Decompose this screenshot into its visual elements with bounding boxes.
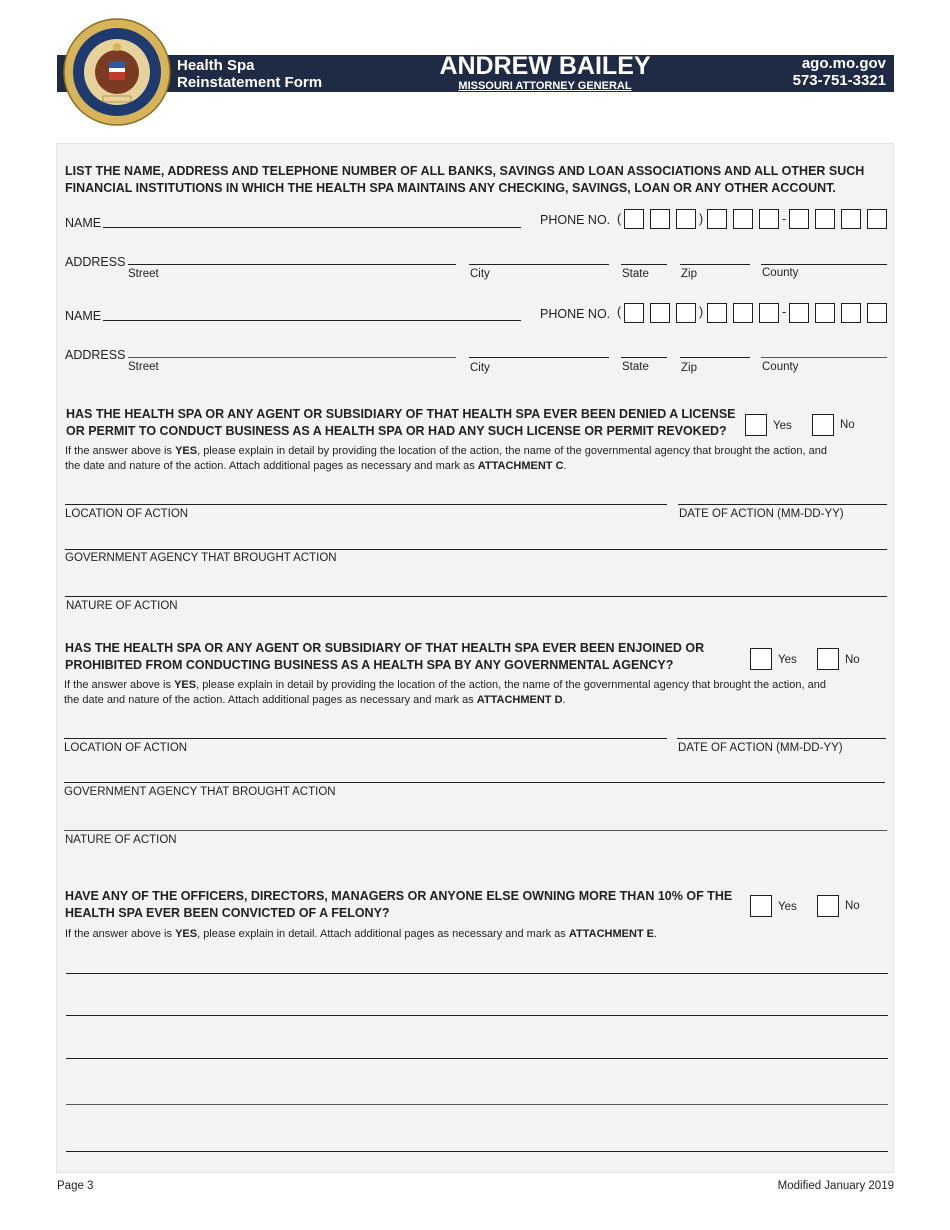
bank1-county-field[interactable]	[761, 264, 887, 265]
enjoined-note-period: .	[562, 694, 566, 706]
enjoined-location-field[interactable]	[64, 738, 667, 739]
bank2-state-field[interactable]	[621, 357, 667, 358]
bank2-phone-digit[interactable]	[759, 303, 779, 323]
bank2-name-field[interactable]	[103, 320, 521, 321]
felony-instructions	[65, 927, 657, 942]
license-note-mid: , please explain in detail by providing the location of the action, the name of the governmental agency that brought the action, and	[197, 445, 827, 457]
felony-note-yes: YES	[175, 928, 198, 940]
license-date-field[interactable]	[678, 504, 887, 505]
bank1-phone-label: PHONE NO.	[540, 213, 611, 227]
official-name: ANDREW BAILEY	[439, 52, 651, 80]
bank1-zip-field[interactable]	[680, 264, 750, 265]
bank2-phone-label: PHONE NO.	[540, 307, 611, 321]
bank1-address-label: ADDRESS	[65, 255, 126, 269]
phone-number: 573-751-3321	[792, 72, 886, 89]
enjoined-no-label: No	[845, 654, 860, 666]
enjoined-question	[65, 640, 704, 674]
bank1-state-label: State	[622, 268, 649, 280]
bank1-phone-digit[interactable]	[676, 209, 696, 229]
bank2-phone-digit[interactable]	[624, 303, 644, 323]
bank1-phone-digit[interactable]	[841, 209, 861, 229]
enjoined-note-mid: , please explain in detail by providing the location of the action, the name of the governmental agency that brought the action, and	[196, 679, 826, 691]
enjoined-yes-checkbox[interactable]	[750, 648, 772, 670]
license-note-line2: the date and nature of the action. Attach additional pages as necessary and mark as	[65, 460, 478, 472]
bank2-address-label: ADDRESS	[65, 348, 126, 362]
license-question-line2: OR PERMIT TO CONDUCT BUSINESS AS A HEALTH SPA OR HAD ANY SUCH LICENSE OR PERMIT REVOKED?	[66, 424, 727, 438]
license-attachment: ATTACHMENT C	[477, 460, 564, 472]
bank1-name-field[interactable]	[103, 227, 521, 228]
enjoined-attachment: ATTACHMENT D	[476, 694, 563, 706]
license-location-field[interactable]	[65, 504, 667, 505]
enjoined-location-label: LOCATION OF ACTION	[64, 742, 188, 754]
bank1-county-label: County	[762, 267, 799, 279]
bank1-phone-digit[interactable]	[789, 209, 809, 229]
license-location-label: LOCATION OF ACTION	[65, 508, 189, 520]
bank2-zip-field[interactable]	[680, 357, 750, 358]
enjoined-nature-label: NATURE OF ACTION	[65, 834, 177, 846]
form-title-line1: Health Spa	[177, 57, 255, 74]
felony-explanation-line[interactable]	[66, 1104, 888, 1105]
bank2-open-paren: (	[617, 305, 622, 319]
bank1-phone-digit[interactable]	[650, 209, 670, 229]
bank1-phone-digit[interactable]	[867, 209, 887, 229]
bank2-county-label: County	[762, 361, 799, 373]
enjoined-agency-field[interactable]	[64, 782, 885, 783]
bank1-street-field[interactable]	[128, 264, 456, 265]
felony-question-line1: HAVE ANY OF THE OFFICERS, DIRECTORS, MANAGERS OR ANYONE ELSE OWNING MORE THAN 10% OF THE	[65, 889, 733, 903]
form-title	[177, 57, 322, 91]
enjoined-question-line1: HAS THE HEALTH SPA OR ANY AGENT OR SUBSIDIARY OF THAT HEALTH SPA EVER BEEN ENJOINED OR	[65, 641, 705, 655]
license-note-yes: YES	[175, 445, 198, 457]
license-question-line1: HAS THE HEALTH SPA OR ANY AGENT OR SUBSIDIARY OF THAT HEALTH SPA EVER BEEN DENIED A LICENSE	[66, 407, 736, 421]
bank1-zip-label: Zip	[681, 268, 697, 280]
bank2-close-paren: )	[699, 305, 704, 319]
bank2-city-field[interactable]	[469, 357, 609, 358]
bank2-state-label: State	[622, 361, 649, 373]
bank1-close-paren: )	[699, 212, 704, 226]
enjoined-yes-label: Yes	[778, 654, 797, 666]
license-nature-field[interactable]	[65, 596, 887, 597]
license-question	[66, 406, 736, 440]
license-note-pre: If the answer above is	[65, 445, 176, 457]
website-link[interactable]: ago.mo.gov	[801, 55, 886, 72]
enjoined-no-checkbox[interactable]	[817, 648, 839, 670]
enjoined-agency-label: GOVERNMENT AGENCY THAT BROUGHT ACTION	[64, 786, 336, 798]
bank1-phone-digit[interactable]	[707, 209, 727, 229]
license-nature-label: NATURE OF ACTION	[66, 600, 178, 612]
bank1-dash: -	[782, 212, 787, 226]
modified-date: Modified January 2019	[777, 1180, 894, 1192]
bank2-dash: -	[782, 305, 787, 319]
bank1-open-paren: (	[617, 212, 622, 226]
form-title-line2: Reinstatement Form	[177, 74, 323, 91]
license-no-checkbox[interactable]	[812, 414, 834, 436]
page-number: Page 3	[57, 1180, 94, 1192]
bank1-city-field[interactable]	[469, 264, 609, 265]
felony-yes-label: Yes	[778, 901, 797, 913]
felony-yes-checkbox[interactable]	[750, 895, 772, 917]
felony-no-checkbox[interactable]	[817, 895, 839, 917]
banks-heading-line1: LIST THE NAME, ADDRESS AND TELEPHONE NUMBER OF ALL BANKS, SAVINGS AND LOAN ASSOCIATIONS AND ALL OTHER SUCH	[65, 164, 865, 178]
bank2-phone-digit[interactable]	[650, 303, 670, 323]
enjoined-date-field[interactable]	[677, 738, 886, 739]
bank2-phone-digit[interactable]	[867, 303, 887, 323]
bank2-phone-digit[interactable]	[815, 303, 835, 323]
enjoined-nature-field[interactable]	[64, 830, 887, 831]
bank1-phone-digit[interactable]	[815, 209, 835, 229]
license-yes-label: Yes	[773, 420, 792, 432]
felony-explanation-line[interactable]	[66, 1015, 888, 1016]
felony-note-pre: If the answer above is	[65, 928, 176, 940]
bank1-phone-digit[interactable]	[733, 209, 753, 229]
felony-explanation-line[interactable]	[66, 1151, 888, 1152]
enjoined-note-yes: YES	[174, 679, 197, 691]
bank2-zip-label: Zip	[681, 362, 697, 374]
bank1-city-label: City	[470, 268, 490, 280]
enjoined-instructions	[64, 678, 887, 708]
license-no-label: No	[840, 419, 855, 431]
felony-explanation-line[interactable]	[66, 973, 888, 974]
license-yes-checkbox[interactable]	[745, 414, 767, 436]
bank2-city-label: City	[470, 362, 490, 374]
license-agency-label: GOVERNMENT AGENCY THAT BROUGHT ACTION	[65, 552, 337, 564]
felony-question-line2: HEALTH SPA EVER BEEN CONVICTED OF A FELONY?	[65, 906, 390, 920]
bank2-phone-digit[interactable]	[841, 303, 861, 323]
bank1-phone-digit[interactable]	[759, 209, 779, 229]
felony-no-label: No	[845, 900, 860, 912]
bank2-name-label: NAME	[65, 309, 102, 323]
enjoined-date-label: DATE OF ACTION (MM-DD-YY)	[678, 742, 843, 754]
license-instructions	[65, 444, 887, 474]
enjoined-note-pre: If the answer above is	[64, 679, 175, 691]
felony-attachment: ATTACHMENT E	[568, 928, 655, 940]
banks-heading	[65, 163, 864, 197]
felony-note-period: .	[654, 928, 658, 940]
official-title: MISSOURI ATTORNEY GENERAL	[458, 80, 632, 92]
bank2-street-field[interactable]	[128, 357, 456, 358]
license-date-label: DATE OF ACTION (MM-DD-YY)	[679, 508, 844, 520]
enjoined-note-line2: the date and nature of the action. Attach additional pages as necessary and mark as	[64, 694, 477, 706]
banks-heading-line2: FINANCIAL INSTITUTIONS IN WHICH THE HEALTH SPA MAINTAINS ANY CHECKING, SAVINGS, LOAN OR ANY OTHER ACCOUNT.	[65, 181, 836, 195]
bank2-phone-digit[interactable]	[676, 303, 696, 323]
bank2-county-field[interactable]	[761, 357, 887, 358]
bank2-street-label: Street	[128, 361, 159, 373]
bank2-phone-digit[interactable]	[733, 303, 753, 323]
felony-explanation-line[interactable]	[66, 1058, 888, 1059]
license-note-period: .	[563, 460, 567, 472]
bank2-phone-digit[interactable]	[707, 303, 727, 323]
enjoined-question-line2: PROHIBITED FROM CONDUCTING BUSINESS AS A HEALTH SPA BY ANY GOVERNMENTAL AGENCY?	[65, 658, 674, 672]
license-agency-field[interactable]	[65, 549, 887, 550]
felony-note-mid: , please explain in detail. Attach additional pages as necessary and mark as	[197, 928, 569, 940]
bank1-name-label: NAME	[65, 216, 102, 230]
contact-info	[700, 55, 886, 89]
bank2-phone-digit[interactable]	[789, 303, 809, 323]
state-seal-icon	[63, 18, 171, 126]
bank1-state-field[interactable]	[621, 264, 667, 265]
felony-question	[65, 888, 732, 922]
bank1-street-label: Street	[128, 268, 159, 280]
bank1-phone-digit[interactable]	[624, 209, 644, 229]
